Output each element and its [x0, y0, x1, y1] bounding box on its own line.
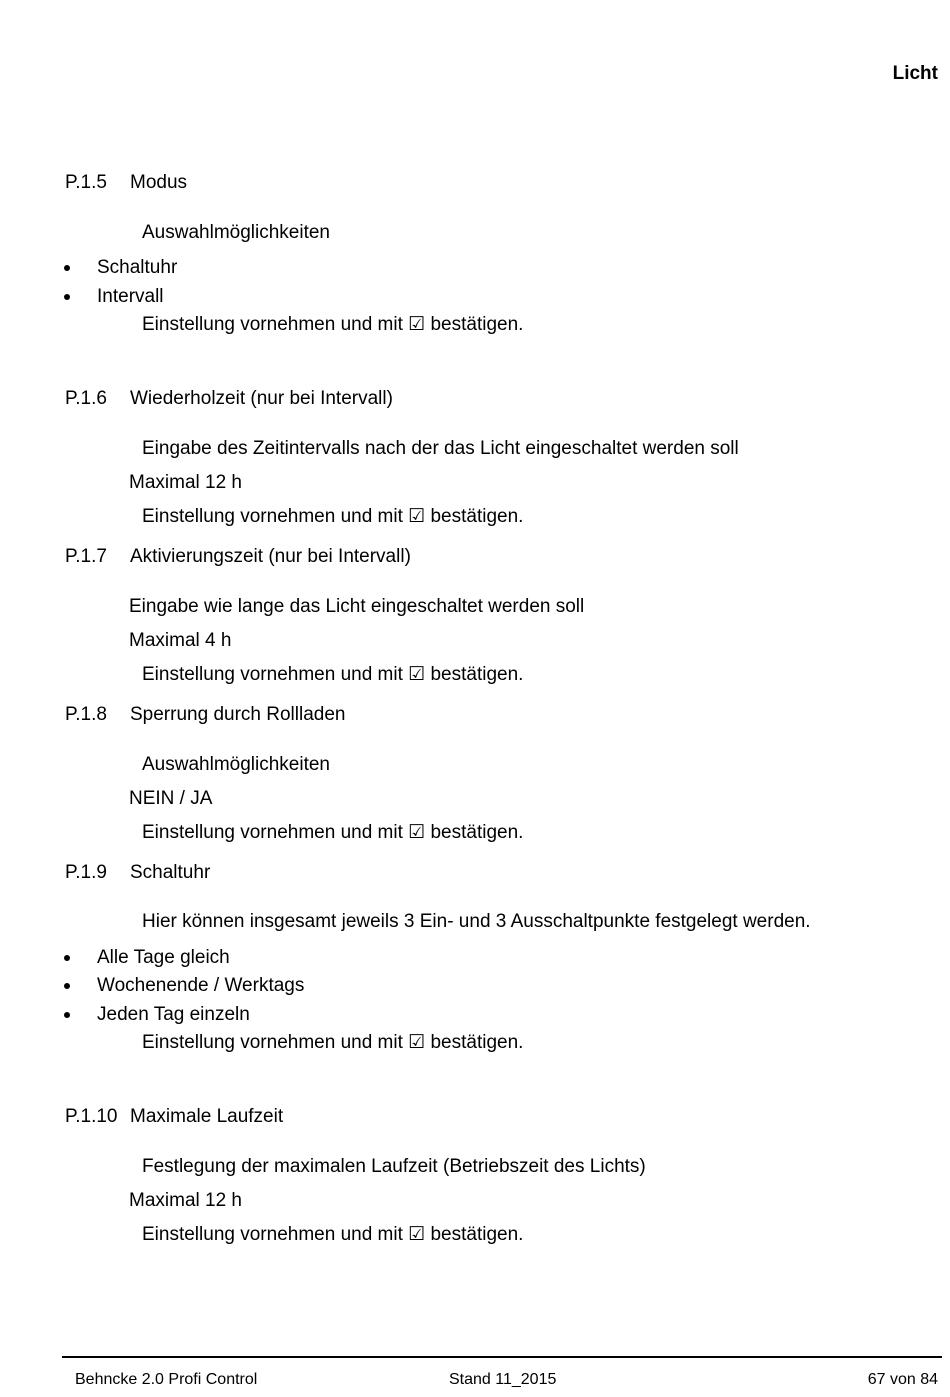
bullet-item: Wochenende / Werktags: [97, 975, 305, 996]
bullet-icon: [64, 955, 70, 961]
section-text: Maximal 12 h: [129, 1190, 242, 1211]
confirm-instruction: Einstellung vornehmen und mit ☑ bestätigen.: [142, 1224, 524, 1245]
confirm-instruction: Einstellung vornehmen und mit ☑ bestätigen.: [142, 822, 524, 843]
section-text: Auswahlmöglichkeiten: [142, 222, 330, 243]
footer-page-number: 67 von 84: [867, 1371, 938, 1388]
confirm-instruction: Einstellung vornehmen und mit ☑ bestätigen.: [142, 506, 524, 527]
section-number: P.1.9: [65, 862, 107, 883]
section-number: P.1.7: [65, 546, 107, 567]
section-text: Eingabe wie lange das Licht eingeschaltet werden soll: [129, 596, 585, 617]
section-text: Hier können insgesamt jeweils 3 Ein- und 3 Ausschaltpunkte festgelegt werden.: [142, 911, 811, 932]
section-heading: Aktivierungszeit (nur bei Intervall): [130, 546, 411, 567]
section-text: Festlegung der maximalen Laufzeit (Betriebszeit des Lichts): [142, 1156, 646, 1177]
section-text: Maximal 4 h: [129, 630, 232, 651]
footer-divider: [62, 1356, 942, 1358]
bullet-item: Schaltuhr: [97, 257, 178, 278]
bullet-item: Jeden Tag einzeln: [97, 1004, 250, 1025]
bullet-icon: [64, 1012, 70, 1018]
section-text: Auswahlmöglichkeiten: [142, 754, 330, 775]
section-text: NEIN / JA: [129, 788, 213, 809]
confirm-instruction: Einstellung vornehmen und mit ☑ bestätigen.: [142, 314, 524, 335]
section-heading: Sperrung durch Rollladen: [130, 704, 346, 725]
bullet-item: Intervall: [97, 286, 164, 307]
bullet-icon: [64, 294, 70, 300]
section-heading: Modus: [130, 172, 188, 193]
bullet-item: Alle Tage gleich: [97, 947, 230, 968]
bullet-icon: [64, 265, 70, 271]
section-number: P.1.10: [65, 1106, 118, 1127]
page-header-title: Licht: [892, 63, 938, 84]
confirm-instruction: Einstellung vornehmen und mit ☑ bestätigen.: [142, 1032, 524, 1053]
section-text: Maximal 12 h: [129, 472, 242, 493]
section-heading: Schaltuhr: [130, 862, 211, 883]
section-number: P.1.6: [65, 388, 107, 409]
confirm-instruction: Einstellung vornehmen und mit ☑ bestätigen.: [142, 664, 524, 685]
section-heading: Maximale Laufzeit: [130, 1106, 284, 1127]
section-heading: Wiederholzeit (nur bei Intervall): [130, 388, 393, 409]
footer-product: Behncke 2.0 Profi Control: [75, 1371, 258, 1388]
footer-version: Stand 11_2015: [449, 1371, 557, 1388]
section-text: Eingabe des Zeitintervalls nach der das Licht eingeschaltet werden soll: [142, 438, 739, 459]
section-number: P.1.8: [65, 704, 107, 725]
section-number: P.1.5: [65, 172, 107, 193]
bullet-icon: [64, 983, 70, 989]
